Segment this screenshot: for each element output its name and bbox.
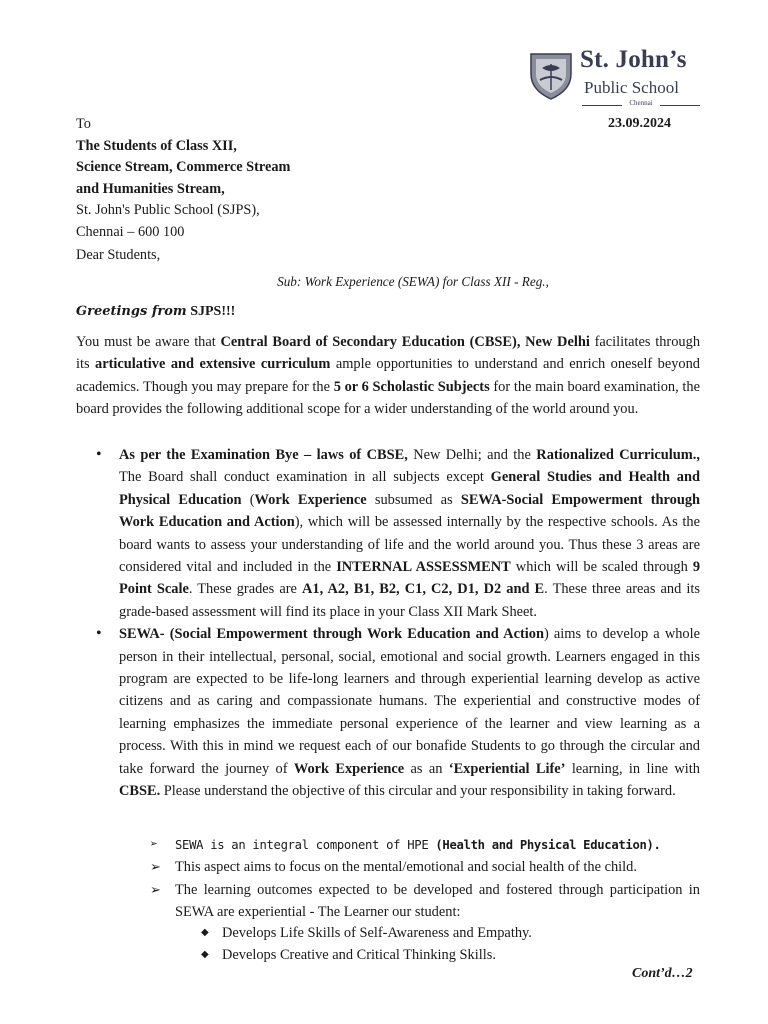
school-name: St. John’s [580, 46, 687, 73]
text: ample opportunities to understand and enrich oneself beyond academics. Though you may prepare for the [76, 356, 700, 395]
text: You must be aware that [76, 334, 221, 350]
sub-point [150, 834, 700, 856]
bullet-sewa [76, 623, 700, 802]
text-bold: 9 Point Scale [119, 559, 701, 598]
text: Please understand the objective of this circular and your responsibility in taking forward. [160, 783, 676, 800]
address-line: Chennai – 600 100 [76, 223, 185, 240]
school-logo [528, 48, 704, 110]
arrow-bullet-icon: ➢ [150, 837, 158, 852]
text-bold: Central Board of Secondary Education (CBSE), New Delhi [220, 334, 590, 350]
outcome-item [198, 944, 532, 966]
text: . These grades are [188, 581, 303, 598]
diamond-bullet-icon: ◆ [201, 949, 209, 961]
text-bold: (Health and Physical Education). [435, 838, 661, 852]
text: The Board shall conduct examination in all subjects except [119, 469, 491, 486]
text-bold: Work Experience [254, 491, 367, 508]
text: learning, in line with [565, 760, 700, 777]
text-bold: CBSE. [119, 783, 161, 800]
main-bullet-list [76, 444, 700, 803]
text: ( [241, 491, 255, 508]
text: Develops Creative and Critical Thinking Skills. [222, 947, 496, 964]
text: subsumed as [366, 491, 461, 508]
outcome-list [198, 922, 532, 967]
text: New Delhi; and the [407, 447, 537, 463]
text: The learning outcomes expected to be developed and fostered through participation in SEWA are experiential - The Learner our student: [175, 881, 700, 921]
text-bold: 5 or 6 Scholastic Subjects [333, 378, 490, 395]
text-bold: As per the Examination Bye – laws of CBSE, [119, 447, 408, 463]
text-bold: ‘Experiential Life’ [448, 760, 566, 777]
greeting-bold: SJPS!!! [190, 304, 236, 319]
text-bold: A1, A2, B1, B2, C1, C2, D1, D2 and E [302, 581, 545, 598]
bullet-icon: • [96, 446, 102, 463]
text: ) aims to develop a whole person in their intellectual, personal, social, emotional and social growth. Learners engaged in this program are expected to be life-long learners and through experiential learning develop as active citizens and as caring and compassionate humans. The experiential and constructive modes of learning emphasizes the immediate personal experience of the learner and view learning as a process. With this in mind we request each of our bonafide Students to go through the circular and take forward the journey of [119, 626, 700, 777]
text-bold: Work Experience [293, 760, 405, 777]
sub-point [150, 856, 700, 878]
text-bold: articulative and extensive curriculum [95, 356, 331, 373]
subject-line: Sub: Work Experience (SEWA) for Class XII - Reg., [277, 274, 549, 289]
text: which will be scaled through [510, 559, 693, 576]
text: Develops Life Skills of Self-Awareness and Empathy. [222, 925, 532, 941]
intro-paragraph [76, 331, 700, 421]
address-line: Science Stream, Commerce Stream [76, 159, 291, 175]
greeting [76, 304, 235, 320]
text: ), which will be assessed internally by the respective schools. As the board wants to assess your understanding of life and the world around you. Thus these 3 areas are considered vital and included in the [119, 514, 700, 576]
text-bold: SEWA-Social Empowerment through Work Education and Action [119, 491, 701, 531]
text-bold: SEWA- (Social Empowerment through Work Education and Action [119, 626, 544, 643]
text: as an [404, 760, 449, 777]
greeting-script: Greetings from [76, 304, 187, 319]
sub-point [150, 879, 700, 924]
text-bold: General Studies and Health and Physical Education [119, 469, 700, 508]
text-bold: Rationalized Curriculum., [536, 447, 700, 463]
text-bold: INTERNAL ASSESSMENT [336, 559, 511, 576]
text: This aspect aims to focus on the mental/emotional and social health of the child. [175, 859, 637, 876]
salutation: Dear Students, [76, 247, 161, 263]
school-subtitle: Public School [584, 78, 679, 97]
bullet-icon: • [96, 625, 102, 643]
text: facilitates through its [76, 334, 701, 373]
address-line: The Students of Class XII, [76, 137, 237, 154]
letter-date: 23.09.2024 [608, 116, 671, 131]
address-to: To [76, 116, 91, 132]
school-crest-icon [528, 50, 574, 100]
school-city: Chennai [629, 99, 653, 107]
arrow-bullet-icon: ➢ [150, 859, 161, 875]
text: SEWA is an integral component of HPE [175, 838, 436, 852]
school-city-row [582, 99, 700, 111]
recipient-address [76, 114, 290, 243]
divider [582, 105, 622, 106]
address-line: and Humanities Stream, [76, 180, 225, 197]
outcome-item [198, 922, 532, 944]
diamond-bullet-icon: ◆ [201, 927, 209, 938]
address-line: St. John's Public School (SJPS), [76, 202, 260, 218]
sub-point-list [150, 834, 700, 924]
arrow-bullet-icon: ➢ [150, 881, 161, 897]
continued-marker: Cont’d…2 [632, 966, 693, 981]
text: . These three areas and its grade-based assessment will find its place in your Class XII Mark Sheet. [119, 581, 700, 620]
text: for the main board examination, the board provides the following additional scope for a wider understanding of the world around you. [76, 378, 700, 418]
divider [660, 105, 700, 106]
bullet-exam-byelaws [76, 444, 700, 623]
